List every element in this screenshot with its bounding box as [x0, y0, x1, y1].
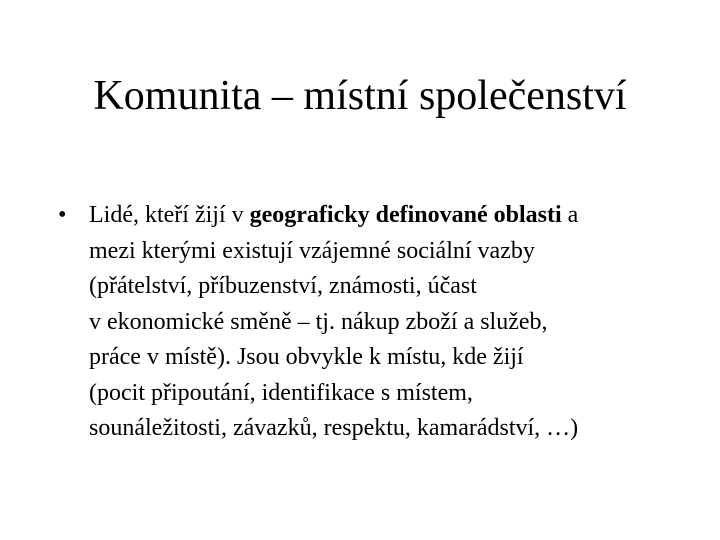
bullet-line: (přátelství, příbuzenství, známosti, účast: [89, 273, 477, 299]
bullet-text: a: [561, 202, 579, 228]
bullet-line: sounáležitosti, závazků, respektu, kamarádství, …): [89, 415, 579, 441]
bullet-icon: •: [58, 202, 67, 228]
bullet-list: [58, 198, 688, 447]
bullet-line: mezi kterými existují vzájemné sociální vazby: [89, 237, 535, 264]
bullet-text: Lidé, kteří žijí v: [89, 202, 250, 228]
bullet-line: (pocit připoutání, identifikace s místem,: [89, 379, 473, 406]
bullet-line: v ekonomické směně – tj. nákup zboží a služeb,: [89, 308, 548, 335]
bullet-item: [58, 198, 688, 447]
slide-title: Komunita – místní společenství: [93, 73, 627, 119]
bullet-emphasis: geograficky definované oblasti: [249, 202, 562, 228]
bullet-line: práce v místě). Jsou obvykle k místu, kde žijí: [89, 344, 524, 370]
bullet-line: [89, 198, 688, 234]
